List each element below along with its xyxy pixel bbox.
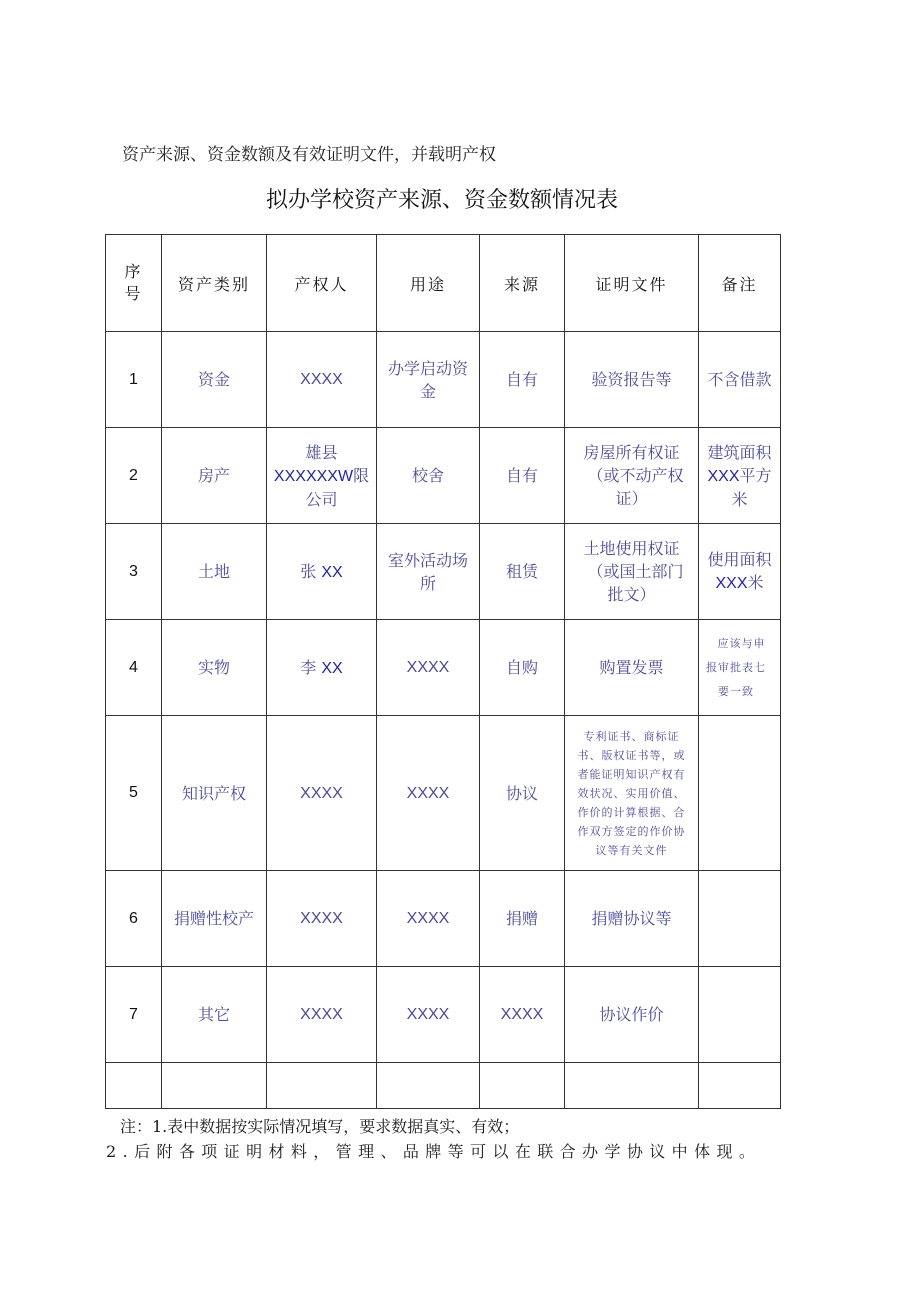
row-note [699, 871, 781, 967]
note-line1: 应该与申 [717, 636, 766, 650]
header-source: 来源 [480, 235, 565, 332]
header-use: 用途 [377, 235, 480, 332]
proof-line1: 房屋所有权证 [583, 443, 680, 462]
row-owner: XXXX [267, 332, 377, 428]
header-proof: 证明文件 [565, 235, 699, 332]
proof-line2: （或国土部门 [587, 562, 684, 581]
empty-cell [162, 1063, 267, 1109]
proof-line2: （或不动产权 [587, 466, 684, 485]
header-note: 备注 [699, 235, 781, 332]
row-owner: XXXX [267, 716, 377, 871]
note-line2: 报审批表七 [706, 660, 766, 674]
asset-table [105, 234, 781, 1109]
row-note [699, 428, 781, 524]
row-num: 5 [106, 716, 162, 871]
row-proof [565, 716, 699, 871]
proof-line1: 土地使用权证 [583, 539, 680, 558]
row-source: 捐赠 [480, 871, 565, 967]
footnote-1: 注：1.表中数据按实际情况填写，要求数据真实、有效； [120, 1117, 520, 1136]
empty-cell [267, 1063, 377, 1109]
row-category: 土地 [162, 524, 267, 620]
proof-line5: 作价的计算根据、合 [577, 805, 686, 819]
header-seq [106, 235, 162, 332]
table-row [106, 524, 781, 620]
table-row [106, 332, 781, 428]
row-source: 自购 [480, 620, 565, 716]
empty-cell [480, 1063, 565, 1109]
row-owner: XXXX [267, 871, 377, 967]
proof-line6: 作双方签定的作价协 [577, 824, 686, 838]
page-title: 拟办学校资产来源、资金数额情况表 [265, 188, 618, 213]
row-num: 6 [106, 871, 162, 967]
row-source: 协议 [480, 716, 565, 871]
row-owner: XXXX [267, 967, 377, 1063]
empty-cell [565, 1063, 699, 1109]
row-owner [267, 620, 377, 716]
row-category: 知识产权 [162, 716, 267, 871]
empty-cell [699, 1063, 781, 1109]
owner-surname: 李 [300, 657, 317, 677]
row-note [699, 524, 781, 620]
row-note [699, 716, 781, 871]
note-line2-text: 米 [747, 573, 764, 592]
row-proof [565, 428, 699, 524]
row-num: 2 [106, 428, 162, 524]
row-source: 租赁 [480, 524, 565, 620]
table-row [106, 967, 781, 1063]
row-note: 不含借款 [699, 332, 781, 428]
row-category: 捐赠性校产 [162, 871, 267, 967]
row-num: 4 [106, 620, 162, 716]
table-row-empty [106, 1063, 781, 1109]
note-line2-text: 平方 [739, 465, 772, 485]
row-proof: 协议作价 [565, 967, 699, 1063]
proof-line3: 证） [615, 489, 648, 508]
row-use [377, 332, 480, 428]
owner-line2-suffix: 限 [353, 465, 370, 485]
row-note [699, 967, 781, 1063]
proof-line1: 专利证书、商标证 [583, 729, 680, 743]
row-use: XXXX [377, 967, 480, 1063]
note-line1: 建筑面积 [707, 442, 772, 462]
row-note [699, 620, 781, 716]
row-category: 其它 [162, 967, 267, 1063]
row-num: 7 [106, 967, 162, 1063]
row-source: 自有 [480, 332, 565, 428]
owner-line2 [267, 464, 376, 488]
proof-line3: 者能证明知识产权有 [577, 767, 686, 781]
note-line2-code: XXX [707, 467, 740, 485]
row-source: XXXX [480, 967, 565, 1063]
row-category: 房产 [162, 428, 267, 524]
owner-line3: 公司 [305, 489, 338, 509]
row-owner [267, 524, 377, 620]
table-row [106, 428, 781, 524]
owner-line2-code: XXXXXXW [273, 467, 354, 485]
owner-line1: 雄县 [305, 442, 338, 462]
table-header-row [106, 235, 781, 332]
owner-code: XX [321, 563, 343, 581]
row-proof: 验资报告等 [565, 332, 699, 428]
note-line2 [699, 464, 780, 488]
proof-line3: 批文） [607, 585, 656, 604]
row-proof: 购置发票 [565, 620, 699, 716]
row-proof: 捐赠协议等 [565, 871, 699, 967]
table-row [106, 716, 781, 871]
note-line3: 米 [731, 489, 748, 509]
row-use [377, 524, 480, 620]
row-source: 自有 [480, 428, 565, 524]
intro-text: 资产来源、资金数额及有效证明文件，并载明产权 [122, 145, 496, 165]
row-num: 3 [106, 524, 162, 620]
owner-surname: 张 [300, 561, 317, 581]
row-category: 资金 [162, 332, 267, 428]
header-owner: 产权人 [267, 235, 377, 332]
table-row [106, 871, 781, 967]
note-line1: 使用面积 [707, 550, 772, 569]
proof-line2: 书、版权证书等，或 [577, 748, 686, 762]
owner-code: XX [321, 659, 343, 677]
header-seq-label: 序号 [124, 262, 143, 303]
row-owner [267, 428, 377, 524]
footnote-2: 2.后附各项证明材料，管理、品牌等可以在联合办学协议中体现。 [106, 1142, 762, 1161]
empty-cell [377, 1063, 480, 1109]
row-num: 1 [106, 332, 162, 428]
row-use-text: 办学启动资金 [387, 358, 468, 401]
empty-cell [106, 1063, 162, 1109]
proof-line7: 议等有关文件 [595, 843, 668, 857]
proof-line4: 效状况、实用价值、 [577, 786, 686, 800]
row-use-text: 室外活动场所 [387, 550, 468, 593]
row-use: XXXX [377, 620, 480, 716]
row-use: XXXX [377, 871, 480, 967]
row-proof [565, 524, 699, 620]
row-category: 实物 [162, 620, 267, 716]
note-line2 [699, 571, 780, 595]
note-line2-code: XXX [715, 575, 748, 592]
table-row [106, 620, 781, 716]
row-use: 校舍 [377, 428, 480, 524]
row-use: XXXX [377, 716, 480, 871]
header-category: 资产类别 [162, 235, 267, 332]
note-line3: 要一致 [718, 684, 754, 698]
